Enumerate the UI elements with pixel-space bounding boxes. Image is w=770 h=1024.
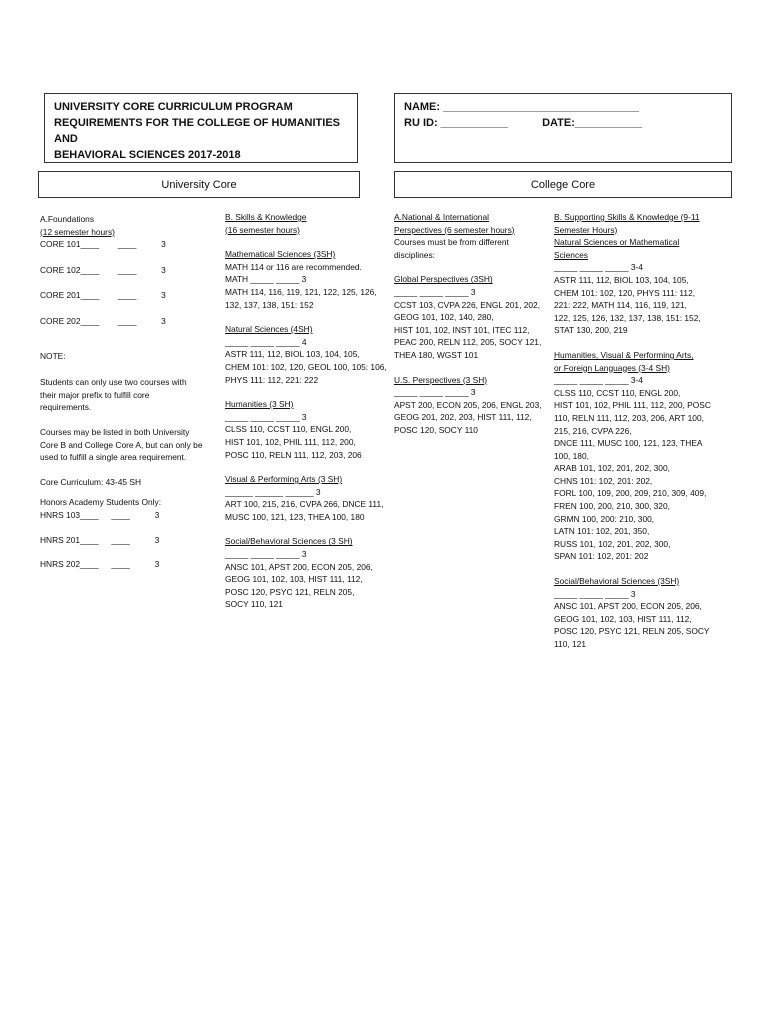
humanities-arts-lang-title: Humanities, Visual & Performing Arts, bbox=[554, 349, 694, 360]
date-field[interactable]: DATE:___________ bbox=[542, 117, 643, 129]
humanities-arts-lang-courses: 110, RELN 111, 112, 203, 206, ART 100, bbox=[554, 412, 704, 423]
social-behavioral-courses: GEOG 101, 102, 103, HIST 111, 112, bbox=[225, 574, 363, 585]
math-section-title: Mathematical Sciences (3SH) bbox=[225, 249, 336, 260]
core-row[interactable]: CORE 202____ ____ 3 bbox=[40, 315, 166, 326]
social-behavioral-blank-row[interactable]: _____ _____ _____ 3 bbox=[225, 549, 307, 560]
natural-math-title: Sciences bbox=[554, 249, 588, 260]
math-courses: 132, 137, 138, 151: 152 bbox=[225, 299, 314, 310]
natural-math-blank-row[interactable]: _____ _____ _____ 3-4 bbox=[554, 262, 643, 273]
program-title-line: REQUIREMENTS FOR THE COLLEGE OF HUMANITIES AND bbox=[54, 117, 341, 145]
humanities-arts-lang-title: or Foreign Languages (3-4 SH) bbox=[554, 362, 670, 373]
note-paragraph: Courses may be listed in both University Core B and College Core A, but can only be used to fulfill a single area requirement. bbox=[40, 426, 203, 463]
us-perspectives-courses: APST 200, ECON 205, 206, ENGL 203, bbox=[394, 399, 542, 410]
honors-row[interactable]: HNRS 202____ ____ 3 bbox=[40, 559, 160, 570]
global-perspectives-blank-row[interactable]: _____ _____ _____ 3 bbox=[394, 286, 476, 297]
foundations-column bbox=[40, 213, 220, 571]
global-perspectives-title: Global Perspectives (3SH) bbox=[394, 274, 493, 285]
math-courses: MATH 114, 116, 119, 121, 122, 125, 126, bbox=[225, 286, 377, 297]
supporting-title: Semester Hours) bbox=[554, 224, 618, 235]
national-title: A.National & International bbox=[394, 212, 489, 222]
note-paragraph: Students can only use two courses with their major prefix to fulfill core requirements. bbox=[40, 377, 187, 413]
natural-sciences-title: Natural Sciences (4SH) bbox=[225, 324, 313, 335]
honors-title: Honors Academy Students Only: bbox=[40, 497, 162, 508]
humanities-arts-lang-courses: HIST 101, 102, PHIL 111, 112, 200, POSC bbox=[554, 400, 711, 411]
foundations-title: A.Foundations bbox=[40, 214, 95, 224]
natural-sciences-courses: ASTR 111, 112, BIOL 103, 104, 105, bbox=[225, 349, 360, 360]
humanities-arts-lang-courses: SPAN 101: 102, 201: 202 bbox=[554, 551, 649, 562]
global-perspectives-courses: HIST 101, 102, INST 101, ITEC 112, bbox=[394, 324, 530, 335]
college-core-title: College Core bbox=[530, 179, 596, 191]
skills-knowledge-column bbox=[225, 211, 395, 611]
social-behavioral-college-title: Social/Behavioral Sciences (3SH) bbox=[554, 576, 680, 587]
humanities-arts-lang-courses: FORL 100, 109, 200, 209, 210, 309, 409, bbox=[554, 488, 707, 499]
humanities-courses: HIST 101, 102, PHIL 111, 112, 200, bbox=[225, 436, 356, 447]
natural-math-courses: CHEM 101: 102, 120, PHYS 111: 112, bbox=[554, 287, 696, 298]
global-perspectives-courses: CCST 103, CVPA 226, ENGL 201, 202, bbox=[394, 299, 541, 310]
social-behavioral-courses: SOCY 110, 121 bbox=[225, 599, 283, 610]
social-behavioral-college-courses: ANSC 101, APST 200, ECON 205, 206, bbox=[554, 601, 702, 612]
humanities-arts-lang-blank-row[interactable]: _____ _____ _____ 3-4 bbox=[554, 375, 643, 386]
core-row[interactable]: CORE 101____ ____ 3 bbox=[40, 239, 166, 250]
humanities-arts-lang-courses: ARAB 101, 102, 201, 202, 300, bbox=[554, 463, 670, 474]
visual-performing-arts-title: Visual & Performing Arts (3 SH) bbox=[225, 474, 343, 485]
humanities-blank-row[interactable]: _____ _____ _____ 3 bbox=[225, 411, 307, 422]
visual-performing-arts-blank-row[interactable]: ______ ______ ______ 3 bbox=[225, 486, 321, 497]
program-title-line: BEHAVIORAL SCIENCES 2017-2018 bbox=[54, 149, 241, 161]
us-perspectives-courses: POSC 120, SOCY 110 bbox=[394, 424, 478, 435]
core-curriculum-total: Core Curriculum: 43-45 SH bbox=[40, 476, 141, 487]
humanities-title: Humanities (3 SH) bbox=[225, 399, 294, 410]
social-behavioral-college-courses: 110, 121 bbox=[554, 639, 586, 649]
national-intro: Courses must be from different bbox=[394, 237, 509, 248]
skills-title: B. Skills & Knowledge bbox=[225, 212, 307, 222]
national-title: Perspectives (6 semester hours) bbox=[394, 224, 515, 235]
math-note: MATH 114 or 116 are recommended. bbox=[225, 261, 362, 272]
social-behavioral-courses: ANSC 101, APST 200, ECON 205, 206, bbox=[225, 561, 373, 572]
student-info-box bbox=[394, 93, 732, 163]
social-behavioral-title: Social/Behavioral Sciences (3 SH) bbox=[225, 536, 353, 547]
humanities-courses: CLSS 110, CCST 110, ENGL 200, bbox=[225, 424, 352, 435]
humanities-arts-lang-courses: GRMN 100, 200: 210, 300, bbox=[554, 513, 655, 524]
humanities-arts-lang-courses: 215, 216, CVPA 226, bbox=[554, 425, 632, 436]
program-title-line: UNIVERSITY CORE CURRICULUM PROGRAM bbox=[54, 101, 293, 113]
humanities-arts-lang-courses: LATN 101: 102, 201, 350, bbox=[554, 526, 650, 537]
natural-math-courses: ASTR 111, 112, BIOL 103, 104, 105, bbox=[554, 274, 689, 285]
natural-sciences-blank-row[interactable]: _____ _____ _____ 4 bbox=[225, 336, 307, 347]
global-perspectives-courses: GEOG 101, 102, 140, 280, bbox=[394, 312, 494, 323]
us-perspectives-title: U.S. Perspectives (3 SH) bbox=[394, 374, 488, 385]
social-behavioral-college-courses: POSC 120, PSYC 121, RELN 205, SOCY bbox=[554, 626, 710, 637]
natural-sciences-courses: CHEM 101: 102, 120, GEOL 100, 105: 106, bbox=[225, 361, 387, 372]
natural-sciences-courses: PHYS 111: 112, 221: 222 bbox=[225, 374, 319, 385]
natural-math-courses: STAT 130, 200, 219 bbox=[554, 325, 628, 336]
global-perspectives-courses: THEA 180, WGST 101 bbox=[394, 349, 479, 360]
humanities-arts-lang-courses: DNCE 111, MUSC 100, 121, 123, THEA bbox=[554, 438, 703, 449]
name-field[interactable]: NAME: ________________________________ bbox=[404, 101, 639, 113]
skills-hours: (16 semester hours) bbox=[225, 224, 300, 235]
humanities-courses: POSC 110, RELN 111, 112, 203, 206 bbox=[225, 449, 362, 460]
core-row[interactable]: CORE 102____ ____ 3 bbox=[40, 264, 166, 275]
humanities-arts-lang-courses: CLSS 110, CCST 110, ENGL 200, bbox=[554, 387, 681, 398]
ru-id-field[interactable]: RU ID: ___________ bbox=[404, 117, 508, 129]
social-behavioral-college-blank-row[interactable]: _____ _____ _____ 3 bbox=[554, 588, 636, 599]
global-perspectives-courses: PEAC 200, RELN 112, 205, SOCY 121, bbox=[394, 337, 542, 348]
supporting-skills-column bbox=[554, 211, 730, 651]
core-row[interactable]: CORE 201____ ____ 3 bbox=[40, 290, 166, 301]
humanities-arts-lang-courses: FREN 100, 200, 210, 300, 320, bbox=[554, 501, 670, 512]
humanities-arts-lang-courses: 100, 180, bbox=[554, 450, 589, 461]
us-perspectives-courses: GEOG 201, 202, 203, HIST 111, 112, bbox=[394, 412, 532, 423]
visual-performing-arts-courses: ART 100, 215, 216, CVPA 266, DNCE 111, bbox=[225, 499, 384, 510]
university-core-header bbox=[38, 171, 360, 198]
university-core-title: University Core bbox=[161, 179, 237, 191]
college-core-header bbox=[394, 171, 732, 198]
honors-row[interactable]: HNRS 201____ ____ 3 bbox=[40, 534, 160, 545]
math-blank-row[interactable]: MATH _____ _____ 3 bbox=[225, 274, 307, 285]
social-behavioral-courses: POSC 120, PSYC 121, RELN 205, bbox=[225, 586, 355, 597]
foundations-hours: (12 semester hours) bbox=[40, 226, 115, 237]
natural-math-courses: 221: 222, MATH 114, 116, 119, 121, bbox=[554, 300, 687, 311]
national-intro: disciplines: bbox=[394, 249, 435, 260]
visual-performing-arts-courses: MUSC 100, 121, 123, THEA 100, 180 bbox=[225, 511, 365, 522]
natural-math-courses: 122, 125, 126, 132, 137, 138, 151: 152, bbox=[554, 312, 701, 323]
national-international-column bbox=[394, 211, 554, 437]
natural-math-title: Natural Sciences or Mathematical bbox=[554, 237, 680, 248]
humanities-arts-lang-courses: CHNS 101: 102, 201: 202, bbox=[554, 475, 653, 486]
supporting-title: B. Supporting Skills & Knowledge (9-11 bbox=[554, 212, 700, 222]
humanities-arts-lang-courses: RUSS 101, 102, 201, 202, 300, bbox=[554, 538, 671, 549]
social-behavioral-college-courses: GEOG 101, 102, 103, HIST 111, 112, bbox=[554, 613, 692, 624]
note-title: NOTE: bbox=[40, 350, 66, 361]
honors-row[interactable]: HNRS 103____ ____ 3 bbox=[40, 509, 160, 520]
program-title-box bbox=[44, 93, 358, 163]
us-perspectives-blank-row[interactable]: _____ _____ _____ 3 bbox=[394, 387, 476, 398]
